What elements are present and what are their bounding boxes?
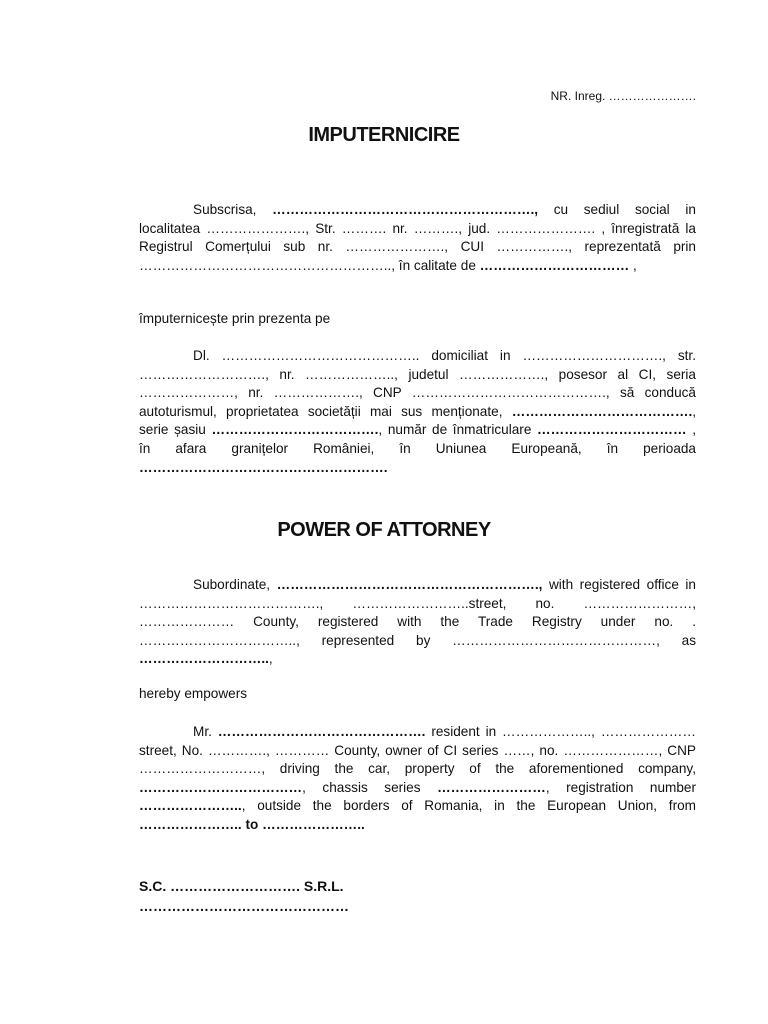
ro-p2-text-b: , serie șasiu xyxy=(139,403,696,438)
ro-period-field: ………………………………………………. xyxy=(139,459,388,475)
en-role-field: ……………………….. xyxy=(139,651,269,667)
en-p2-text-d: , registration number xyxy=(545,779,696,795)
title-romanian: IMPUTERNICIRE xyxy=(308,124,460,146)
en-chassis-field: …………………… xyxy=(437,779,546,795)
en-registration-field: ………………….. xyxy=(139,798,242,814)
ro-field-1: …………………………………. xyxy=(511,403,693,419)
ro-p2-text-c: , număr de înmatriculare xyxy=(378,422,538,438)
en-period-field: ………………….. to ………………….. xyxy=(139,816,365,832)
signature-line: ……………………………………… xyxy=(139,898,349,914)
en-name-field: ………………………………………. xyxy=(217,724,426,739)
en-p2-text-c: , chassis series xyxy=(302,779,438,795)
en-p2-text-e: , outside the borders of Romania, in the European Union, from xyxy=(241,798,696,814)
en-field-1: ……………………………… xyxy=(139,779,303,795)
en-p1-text-b: with registered office in …………………………………., ……………………..street, no. ……………………, ………………… County, registered with the Trade Registry under no. . …………………………….., represented by ………………………………………, as xyxy=(139,577,696,648)
signature-company: S.C. ………………………. S.R.L. xyxy=(139,878,344,894)
ro-p1-text-a: Subscrisa, xyxy=(193,202,273,217)
ro-company-field: …………………………………………………., xyxy=(272,202,538,217)
en-p2-text-b: resident in ……………….., ………………… street, No. …………., ………… County, owner of CI series ……, no. …………………, CNP ………………………, driving the car, property of the aforementioned company, xyxy=(139,724,696,777)
ro-registration-field: …………………………… xyxy=(537,422,687,438)
en-empowers-line: hereby empowers xyxy=(139,686,248,701)
en-p2-text-a: Mr. xyxy=(193,724,218,739)
en-paragraph-person xyxy=(139,723,696,835)
signature-block xyxy=(139,876,349,916)
ro-empowers-line: împuternicește prin prezenta pe xyxy=(139,311,331,326)
en-p1-text-c: , xyxy=(268,651,273,667)
ro-paragraph-person xyxy=(139,347,696,477)
ro-p1-text-c: , xyxy=(629,257,637,273)
ro-role-field: …………………………… xyxy=(479,257,630,273)
ro-chassis-field: ………………………………. xyxy=(211,422,379,438)
title-english: POWER OF ATTORNEY xyxy=(277,519,491,541)
en-paragraph-company xyxy=(139,576,696,669)
registration-number: NR. Inreg. …………………. xyxy=(550,89,696,103)
en-company-field: …………………………………………………., xyxy=(276,577,543,592)
en-p1-text-a: Subordinate, xyxy=(193,577,277,592)
ro-p2-text-a: Dl. …………………………………….. domiciliat in …………………………., str. ………………………., nr. ……………….., judetul ………………., posesor al CI, seria …………………, nr. ………………., CNP ……………………………………., să conducă autoturismul, proprietatea societății mai sus menționate, xyxy=(139,348,696,419)
ro-p2-text-d: , în afara granițelor României, în Uniunea Europeană, în perioada xyxy=(139,422,696,456)
ro-p1-text-b: cu sediul social in localitatea …………………., Str. ………. nr. ………., jud. …………………. , înregistrată la Registrul Comerțului sub nr. …………………., CUI ……………., reprezentată prin ……………………………………………….., în calitate de xyxy=(139,202,696,273)
ro-paragraph-company xyxy=(139,201,696,275)
